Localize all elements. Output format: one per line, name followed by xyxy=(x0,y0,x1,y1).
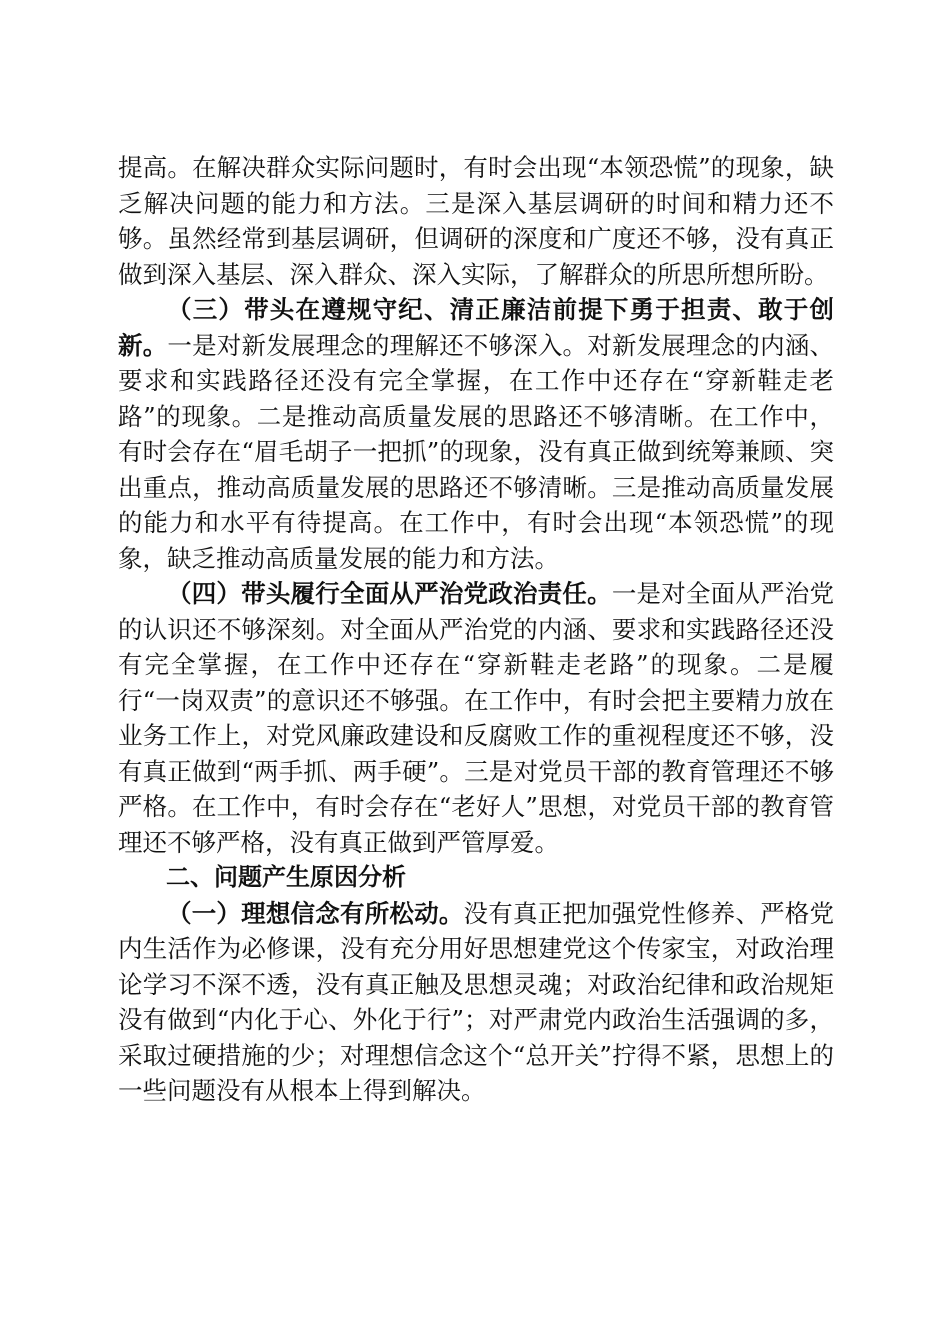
paragraph-text: 没有真正把加强党性修养、严格党内生活作为必修课，没有充分用好思想建党这个传家宝，对政治理论学习不深不透，没有真正触及思想灵魂；对政治纪律和政治规矩没有做到“内化于心、外化于行”；对严肃党内政治生活强调的多，采取过硬措施的少；对理想信念这个“总开关”拧得不紧，思想上的一些问题没有从根本上得到解决。 xyxy=(118,898,835,1105)
paragraph-cause-1 xyxy=(118,896,834,1109)
paragraph-text: 一是对新发展理念的理解还不够深入。对新发展理念的内涵、要求和实践路径还没有完全掌握，在工作中还存在“穿新鞋走老路”的现象。二是推动高质量发展的思路还不够清晰。在工作中，有时会存在“眉毛胡子一把抓”的现象，没有真正做到统筹兼顾、突出重点，推动高质量发展的思路还不够清晰。三是推动高质量发展的能力和水平有待提高。在工作中，有时会出现“本领恐慌”的现象，缺乏推动高质量发展的能力和方法。 xyxy=(118,330,835,573)
paragraph-lead: （四）带头履行全面从严治党政治责任。 xyxy=(167,579,612,608)
paragraph-continuation xyxy=(118,150,834,292)
document-page xyxy=(118,150,834,1109)
paragraph-text: 一是对全面从严治党的认识还不够深刻。对全面从严治党的内涵、要求和实践路径还没有完全掌握，在工作中还存在“穿新鞋走老路”的现象。二是履行“一岗双责”的意识还不够强。在工作中，有时会把主要精力放在业务工作上，对党风廉政建设和反腐败工作的重视程度还不够，没有真正做到“两手抓、两手硬”。三是对党员干部的教育管理还不够严格。在工作中，有时会存在“老好人”思想，对党员干部的教育管理还不够严格，没有真正做到严管厚爱。 xyxy=(118,579,835,857)
paragraph-item-3 xyxy=(118,292,834,576)
section-heading: 二、问题产生原因分析 xyxy=(166,863,406,891)
paragraph-text: 提高。在解决群众实际问题时，有时会出现“本领恐慌”的现象，缺乏解决问题的能力和方法。三是深入基层调研的时间和精力还不够。虽然经常到基层调研，但调研的深度和广度还不够，没有真正做到深入基层、深入群众、深入实际，了解群众的所思所想所盼。 xyxy=(118,153,834,289)
paragraph-item-4 xyxy=(118,576,834,860)
paragraph-lead: （一）理想信念有所松动。 xyxy=(167,898,464,928)
paragraph-lead: （三）带头在遵规守纪、清正廉洁前提下勇于担责、敢于创新。 xyxy=(118,295,834,360)
